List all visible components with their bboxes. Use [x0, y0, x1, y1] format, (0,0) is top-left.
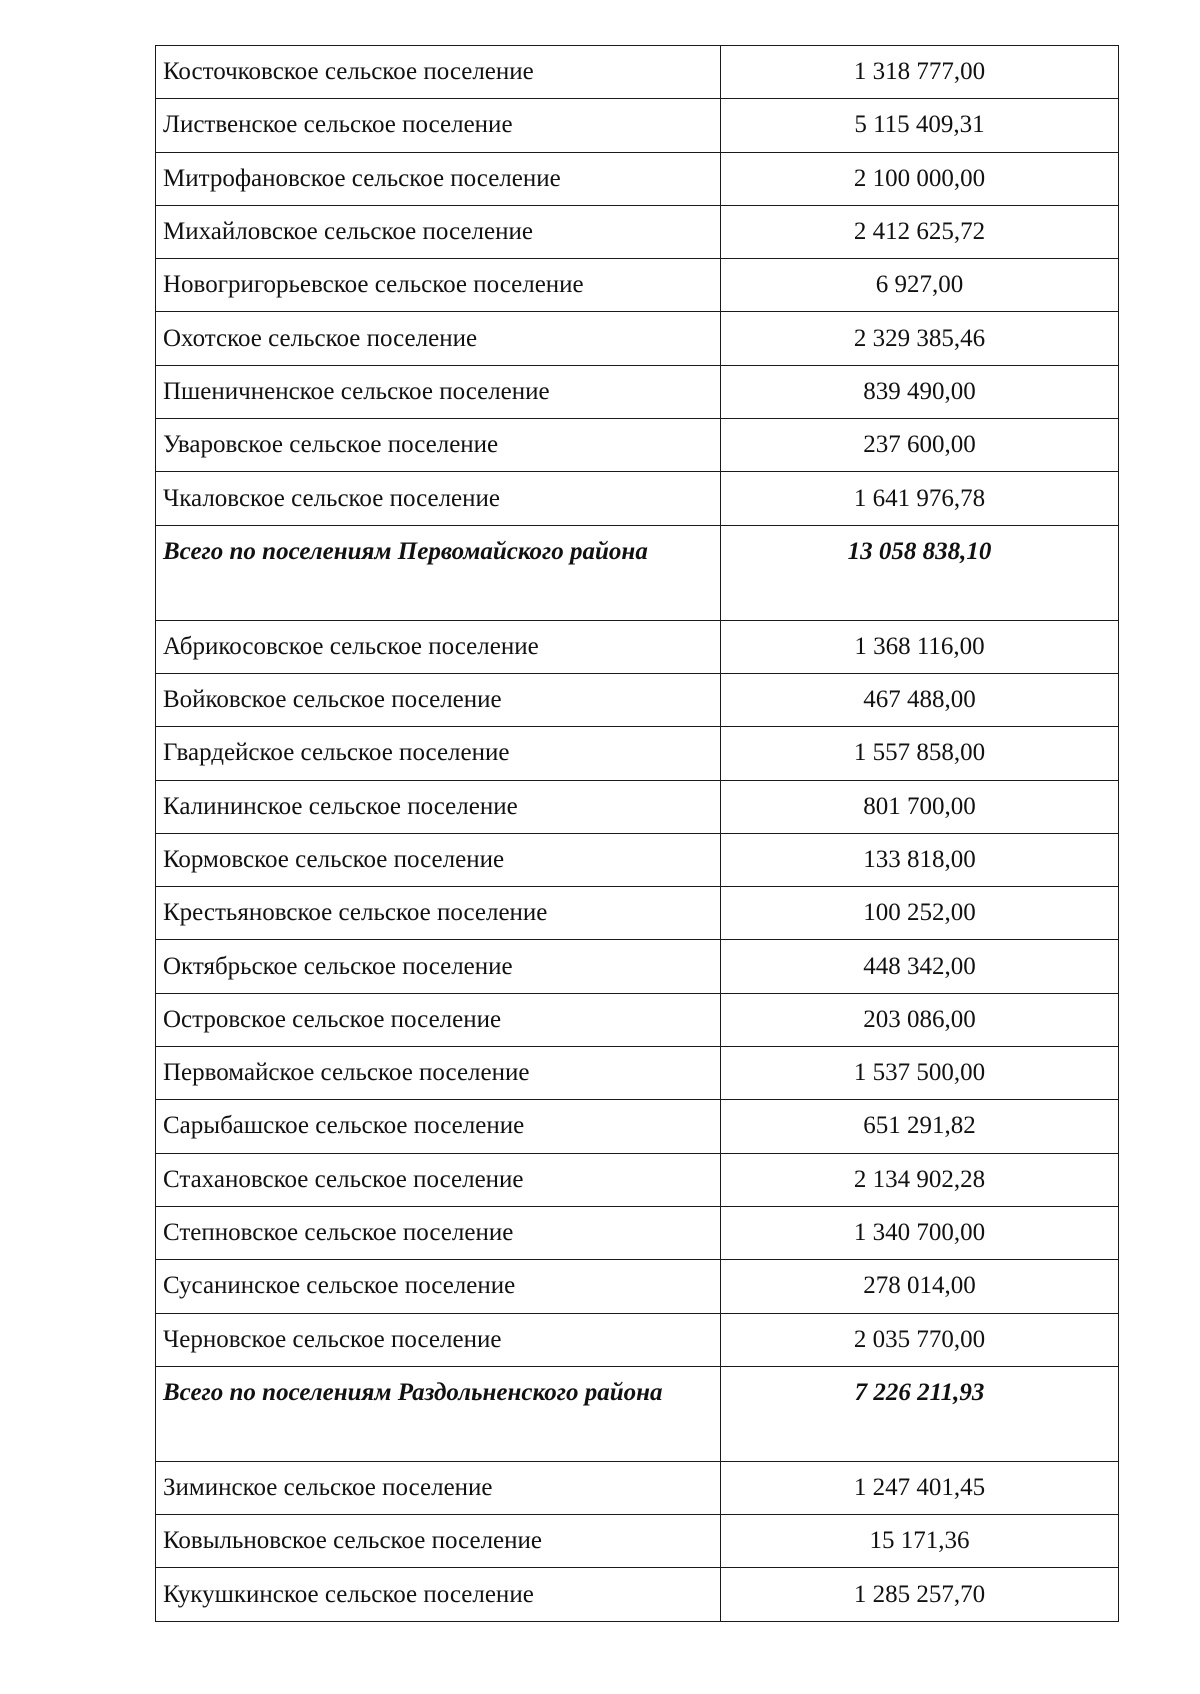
- settlement-name: Сарыбашское сельское поселение: [156, 1100, 721, 1153]
- table-row: [156, 833, 1119, 886]
- table-row: [156, 1047, 1119, 1100]
- table-body: [156, 46, 1119, 1622]
- table-row: [156, 673, 1119, 726]
- district-total-label: Всего по поселениям Первомайского района: [156, 525, 721, 620]
- settlement-name: Михайловское сельское поселение: [156, 205, 721, 258]
- table-row: [156, 1153, 1119, 1206]
- settlement-name: Октябрьское сельское поселение: [156, 940, 721, 993]
- settlement-name: Черновское сельское поселение: [156, 1313, 721, 1366]
- district-total-row: [156, 525, 1119, 620]
- settlement-budget-table: [155, 45, 1119, 1622]
- settlement-amount: 1 285 257,70: [721, 1568, 1119, 1621]
- settlement-name: Крестьяновское сельское поселение: [156, 887, 721, 940]
- settlement-name: Охотское сельское поселение: [156, 312, 721, 365]
- settlement-name: Митрофановское сельское поселение: [156, 152, 721, 205]
- settlement-name: Калининское сельское поселение: [156, 780, 721, 833]
- settlement-name: Войковское сельское поселение: [156, 673, 721, 726]
- settlement-name: Пшеничненское сельское поселение: [156, 365, 721, 418]
- settlement-amount: 1 318 777,00: [721, 46, 1119, 99]
- table-row: [156, 205, 1119, 258]
- settlement-name: Стахановское сельское поселение: [156, 1153, 721, 1206]
- district-total-amount: 13 058 838,10: [721, 525, 1119, 620]
- settlement-amount: 1 641 976,78: [721, 472, 1119, 525]
- settlement-name: Ковыльновское сельское поселение: [156, 1515, 721, 1568]
- settlement-name: Лиственское сельское поселение: [156, 99, 721, 152]
- district-total-row: [156, 1366, 1119, 1461]
- settlement-name: Чкаловское сельское поселение: [156, 472, 721, 525]
- settlement-amount: 801 700,00: [721, 780, 1119, 833]
- settlement-amount: 839 490,00: [721, 365, 1119, 418]
- settlement-amount: 1 247 401,45: [721, 1461, 1119, 1514]
- settlement-amount: 1 340 700,00: [721, 1206, 1119, 1259]
- settlement-name: Косточковское сельское поселение: [156, 46, 721, 99]
- table-row: [156, 1260, 1119, 1313]
- settlement-amount: 651 291,82: [721, 1100, 1119, 1153]
- table-row: [156, 940, 1119, 993]
- table-row: [156, 312, 1119, 365]
- table-row: [156, 780, 1119, 833]
- table-row: [156, 1206, 1119, 1259]
- table-row: [156, 472, 1119, 525]
- settlement-amount: 1 368 116,00: [721, 620, 1119, 673]
- settlement-name: Кукушкинское сельское поселение: [156, 1568, 721, 1621]
- settlement-name: Уваровское сельское поселение: [156, 419, 721, 472]
- settlement-name: Островское сельское поселение: [156, 993, 721, 1046]
- settlement-name: Кормовское сельское поселение: [156, 833, 721, 886]
- settlement-amount: 1 537 500,00: [721, 1047, 1119, 1100]
- settlement-amount: 133 818,00: [721, 833, 1119, 886]
- table-row: [156, 993, 1119, 1046]
- settlement-amount: 2 035 770,00: [721, 1313, 1119, 1366]
- table-row: [156, 46, 1119, 99]
- settlement-name: Гвардейское сельское поселение: [156, 727, 721, 780]
- settlement-amount: 467 488,00: [721, 673, 1119, 726]
- settlement-amount: 15 171,36: [721, 1515, 1119, 1568]
- settlement-amount: 6 927,00: [721, 259, 1119, 312]
- table-row: [156, 1313, 1119, 1366]
- settlement-name: Сусанинское сельское поселение: [156, 1260, 721, 1313]
- settlement-amount: 278 014,00: [721, 1260, 1119, 1313]
- settlement-name: Абрикосовское сельское поселение: [156, 620, 721, 673]
- settlement-amount: 448 342,00: [721, 940, 1119, 993]
- table-row: [156, 620, 1119, 673]
- district-total-amount: 7 226 211,93: [721, 1366, 1119, 1461]
- table-row: [156, 727, 1119, 780]
- settlement-name: Первомайское сельское поселение: [156, 1047, 721, 1100]
- table-row: [156, 1461, 1119, 1514]
- district-total-label: Всего по поселениям Раздольненского района: [156, 1366, 721, 1461]
- table-row: [156, 365, 1119, 418]
- settlement-amount: 5 115 409,31: [721, 99, 1119, 152]
- settlement-name: Степновское сельское поселение: [156, 1206, 721, 1259]
- table-row: [156, 1100, 1119, 1153]
- settlement-amount: 2 100 000,00: [721, 152, 1119, 205]
- settlement-amount: 1 557 858,00: [721, 727, 1119, 780]
- table-row: [156, 152, 1119, 205]
- settlement-amount: 237 600,00: [721, 419, 1119, 472]
- settlement-name: Зиминское сельское поселение: [156, 1461, 721, 1514]
- table-row: [156, 1568, 1119, 1621]
- table-row: [156, 259, 1119, 312]
- settlement-name: Новогригорьевское сельское поселение: [156, 259, 721, 312]
- settlement-amount: 203 086,00: [721, 993, 1119, 1046]
- settlement-amount: 2 412 625,72: [721, 205, 1119, 258]
- table-row: [156, 99, 1119, 152]
- settlement-amount: 2 329 385,46: [721, 312, 1119, 365]
- settlement-amount: 100 252,00: [721, 887, 1119, 940]
- table-row: [156, 419, 1119, 472]
- settlement-amount: 2 134 902,28: [721, 1153, 1119, 1206]
- table-row: [156, 1515, 1119, 1568]
- table-row: [156, 887, 1119, 940]
